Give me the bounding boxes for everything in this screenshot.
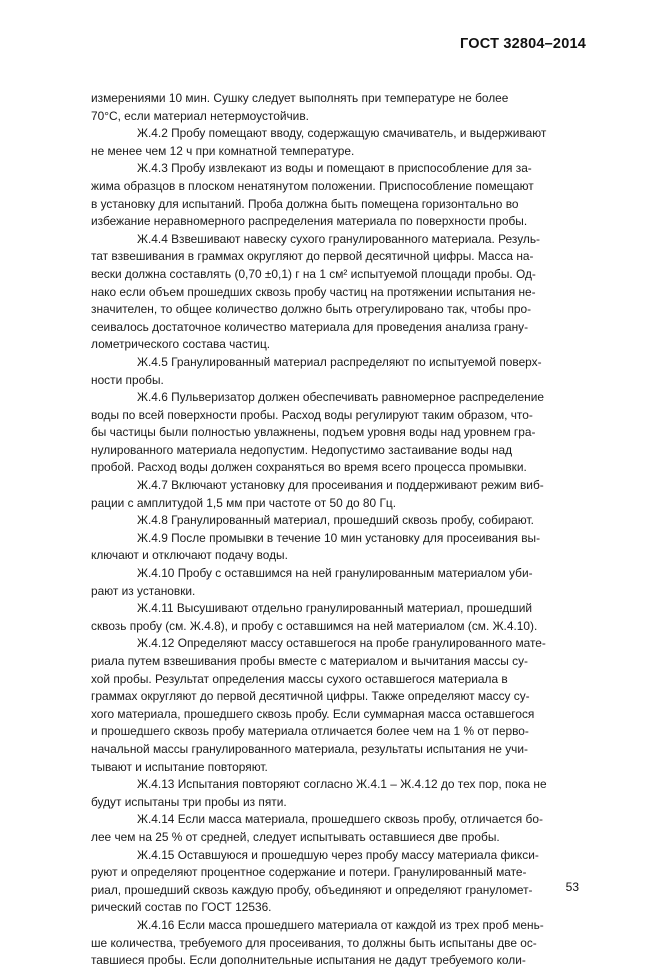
paragraph-zh-4-3: Ж.4.3 Пробу извлекают из воды и помещают в приспособление для за- жима образцов в плоском ненатянутом положении. Приспособление помещают в установку для испытаний. Проба должна быть помещена горизонтально во избежание неравномерного распределения материала по поверхности пробы. <box>91 161 534 229</box>
paragraph-zh-4-11: Ж.4.11 Высушивают отдельно гранулированный материал, прошедший сквозь пробу (см. Ж.4.8), и пробу с оставшимся на ней материалом (см. Ж.4.10). <box>91 601 538 633</box>
paragraph-zh-4-9: Ж.4.9 После промывки в течение 10 мин установку для просеивания вы- ключают и отключают подачу воды. <box>91 530 541 563</box>
paragraph-zh-4-4: Ж.4.4 Взвешивают навеску сухого гранулированного материала. Резуль- тат взвешивания в граммах округляют до первой десятичной цифры. Масса на- вески должна составлять (0,70 ±0,1) г на 1 см² испытуемой площади пробы. Од- нако если объем прошедших сквозь пробу частиц на протяжении испытания не- значителен, то общее количество должно быть отрегулировано так, чтобы про- сеивалось достаточное количество материала для проведения анализа грану- лометрического состава частиц. <box>91 231 540 352</box>
paragraph-zh-4-10: Ж.4.10 Пробу с оставшимся на ней гранулированным материалом уби- рают из установки. <box>91 566 533 598</box>
paragraph-zh-4-2: Ж.4.2 Пробу помещают вводу, содержащую смачиватель, и выдерживают не менее чем 12 ч при комнатной температуре. <box>91 126 547 158</box>
page-number: 53 <box>565 880 579 894</box>
paragraph-zh-4-16: Ж.4.16 Если масса прошедшего материала от каждой из трех проб мень- ше количества, требуемого для просеивания, то должны быть испытаны две ос- тавшиеся пробы. Если дополнительные испытания не дадут требуемого коли- <box>91 917 544 968</box>
paragraph-zh-4-5: Ж.4.5 Гранулированный материал распределяют по испытуемой поверх- ности пробы. <box>91 354 542 387</box>
document-body <box>91 90 570 970</box>
paragraph-zh-4-6: Ж.4.6 Пульверизатор должен обеспечивать равномерное распределение воды по всей поверхности пробы. Расход воды регулируют таким образом, что- бы частицы были полностью увлажнены, подъем уровня воды над уровнем гра- нулированного материала недопустим. Недопустимо застаивание воды над пробой. Расход воды должен сохраняться во время всего процесса промывки. <box>91 390 544 475</box>
paragraph-continuation: измерениями 10 мин. Сушку следует выполнять при температуре не более 70°С, если материал нетермоустойчив. <box>91 91 509 123</box>
paragraph-zh-4-12: Ж.4.12 Определяют массу оставшегося на пробе гранулированного мате- риала путем взвешивания пробы вместе с материалом и вычитания массы су- хой пробы. Результат определения массы сухого оставшегося материала в граммах округляют до первой десятичной цифры. Также определяют массу су- хого материала, прошедшего сквозь пробу. Если суммарная масса оставшегося и прошедшего сквозь пробу материала отличается более чем на 1 % от перво- начальной массы гранулированного материала, результаты испытания не учи- тывают и испытание повторяют. <box>91 636 546 774</box>
paragraph-zh-4-14: Ж.4.14 Если масса материала, прошедшего сквозь пробу, отличается бо- лее чем на 25 % от средней, следует испытывать оставшиеся две пробы. <box>91 812 543 844</box>
paragraph-zh-4-7: Ж.4.7 Включают установку для просеивания и поддерживают режим виб- рации с амплитудой 1,5 мм при частоте от 50 до 80 Гц. <box>91 478 544 510</box>
paragraph-zh-4-15: Ж.4.15 Оставшуюся и прошедшую через пробу массу материала фикси- руют и определяют процентное содержание и потери. Гранулированный мате- риал, прошедший сквозь каждую пробу, объединяют и определяют грануломет- рический состав по ГОСТ 12536. <box>91 847 539 915</box>
document-header: ГОСТ 32804–2014 <box>460 36 586 52</box>
paragraph-zh-4-13: Ж.4.13 Испытания повторяют согласно Ж.4.1 – Ж.4.12 до тех пор, пока не будут испытаны три пробы из пяти. <box>91 777 547 809</box>
paragraph-zh-4-8: Ж.4.8 Гранулированный материал, прошедший сквозь пробу, собирают. <box>137 513 534 528</box>
